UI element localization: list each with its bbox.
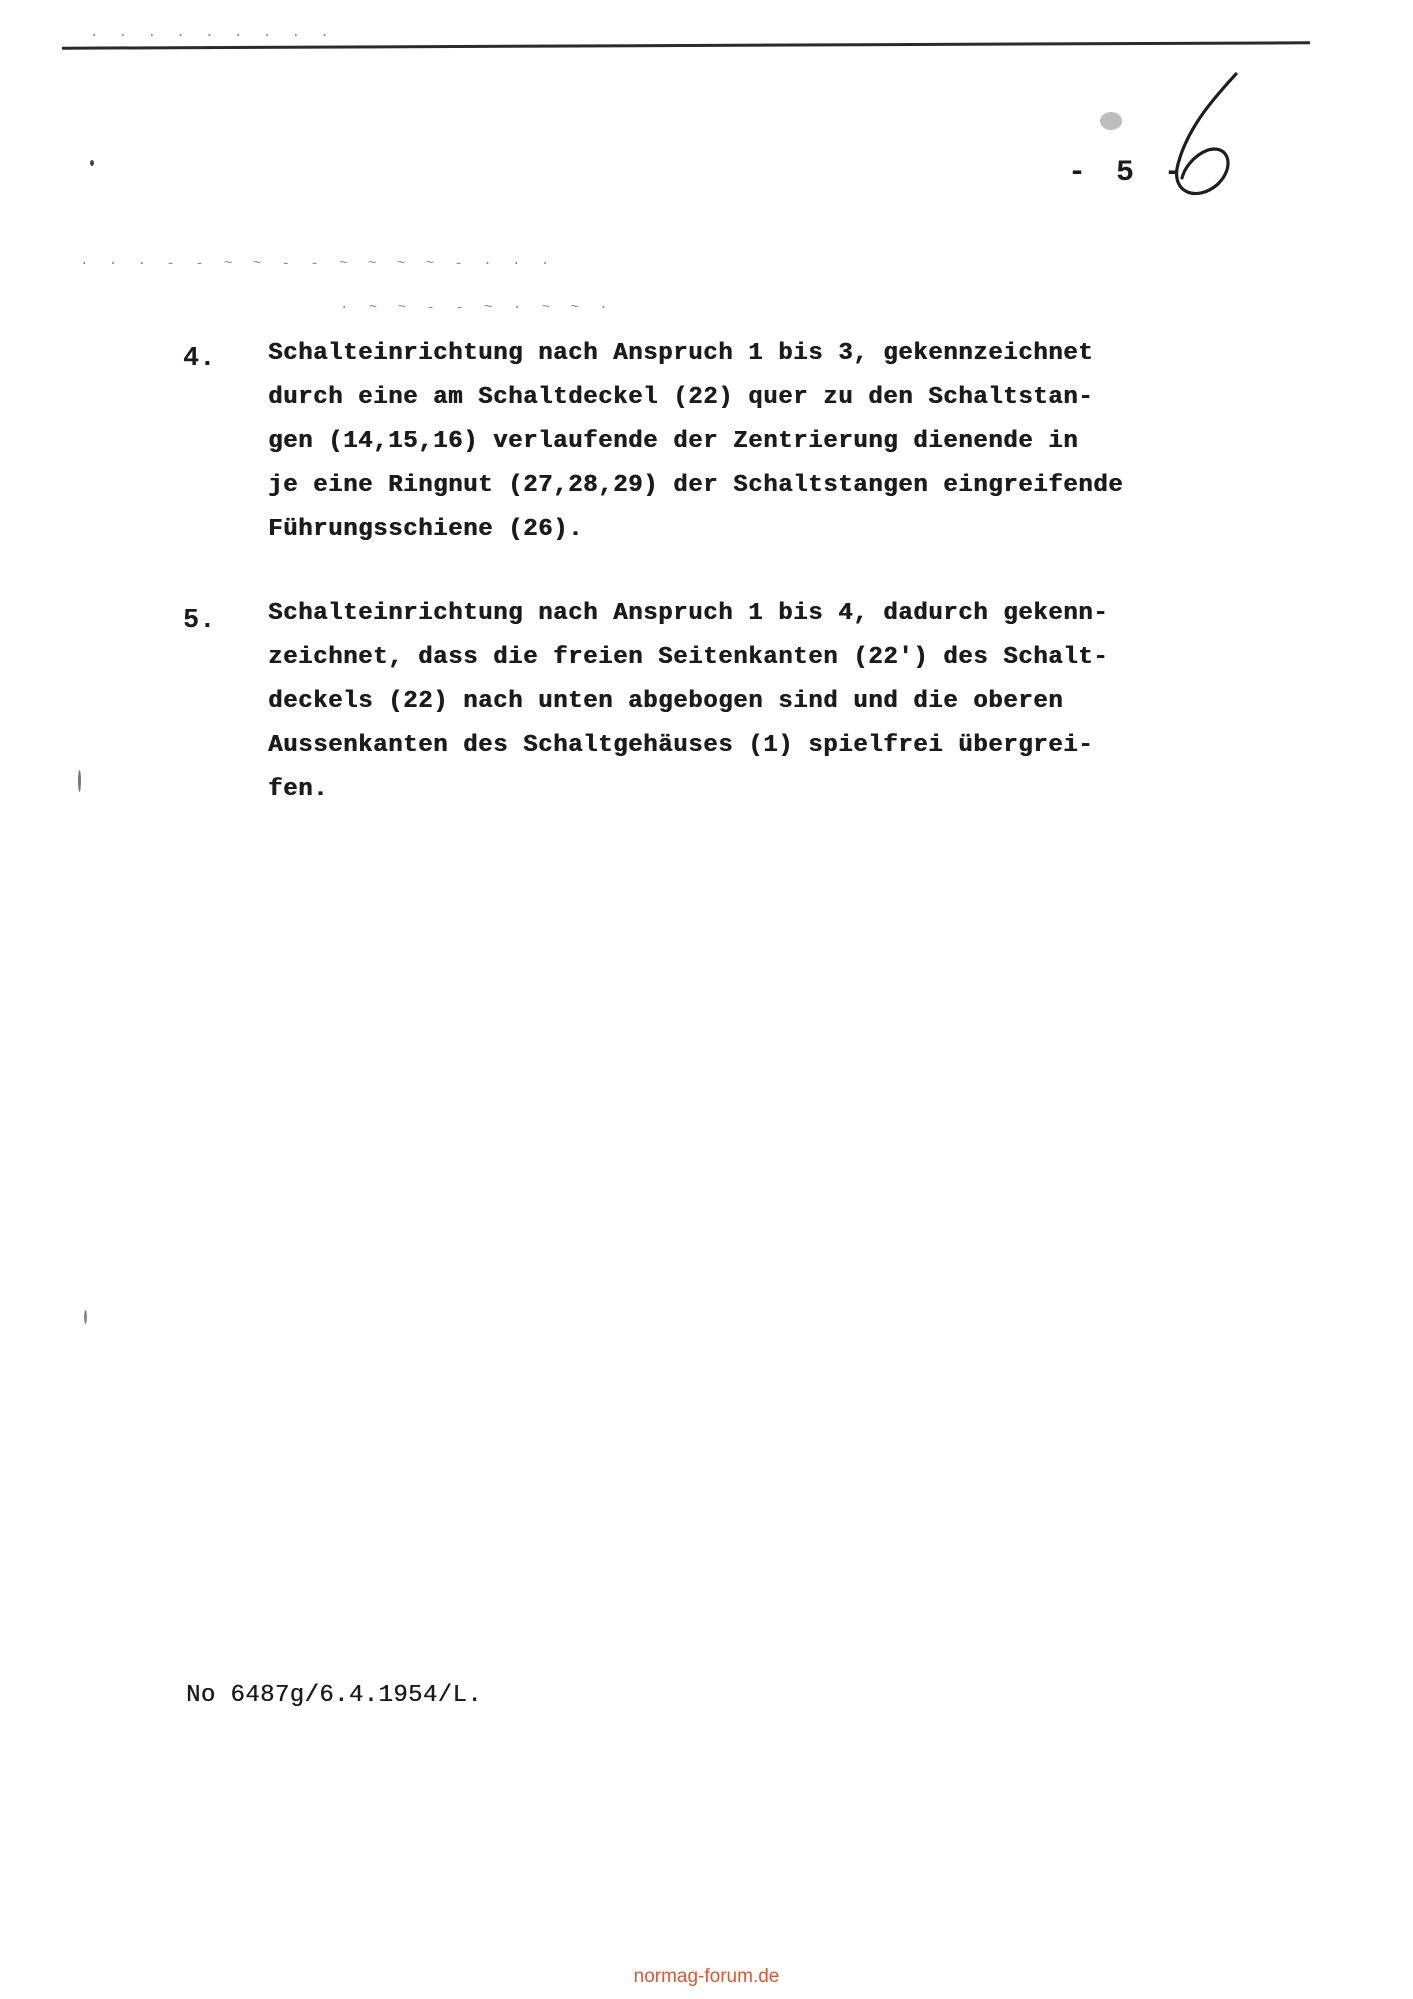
claim-text-line: Führungsschiene (26).: [268, 516, 584, 543]
claim-text-line: durch eine am Schaltdeckel (22) quer zu den Schaltstan-: [268, 384, 1094, 411]
claim-text-line: Aussenkanten des Schaltgehäuses (1) spielfrei übergrei-: [268, 732, 1094, 759]
claim-text-line: fen.: [268, 776, 329, 803]
claim-text-line: Schalteinrichtung nach Anspruch 1 bis 4, dadurch gekenn-: [268, 600, 1109, 627]
scan-speck: [1100, 112, 1122, 130]
document-reference: No 6487g/6.4.1954/L.: [186, 1682, 483, 1709]
claim-text-line: zeichnet, dass die freien Seitenkanten (22') des Schalt-: [268, 644, 1109, 671]
scan-speck: [78, 770, 81, 792]
claim-text-line: gen (14,15,16) verlaufende der Zentrierung dienende in: [268, 428, 1079, 455]
claim-text-line: deckels (22) nach unten abgebogen sind und die oberen: [268, 688, 1064, 715]
scan-speck: [84, 1310, 87, 1324]
page-number: - 5 -: [1068, 156, 1189, 190]
scan-speck: [90, 160, 94, 166]
claim-number: 4.: [183, 344, 216, 374]
scan-noise: · · · · · · · · ·: [90, 28, 335, 44]
handwritten-page-number: [1158, 66, 1254, 206]
claim-number: 5.: [183, 606, 216, 636]
footer-credit: normag-forum.de: [633, 1966, 780, 1987]
scan-noise: · · · - - ~ ~ - - ~ ~ ~ ~ - · · ·: [80, 256, 556, 272]
scan-noise: · ~ ~ - - ~ · ~ ~ ·: [340, 300, 614, 316]
claim-text-line: je eine Ringnut (27,28,29) der Schaltstangen eingreifende: [268, 472, 1124, 499]
claim-text-line: Schalteinrichtung nach Anspruch 1 bis 3, gekennzeichnet: [268, 340, 1094, 367]
